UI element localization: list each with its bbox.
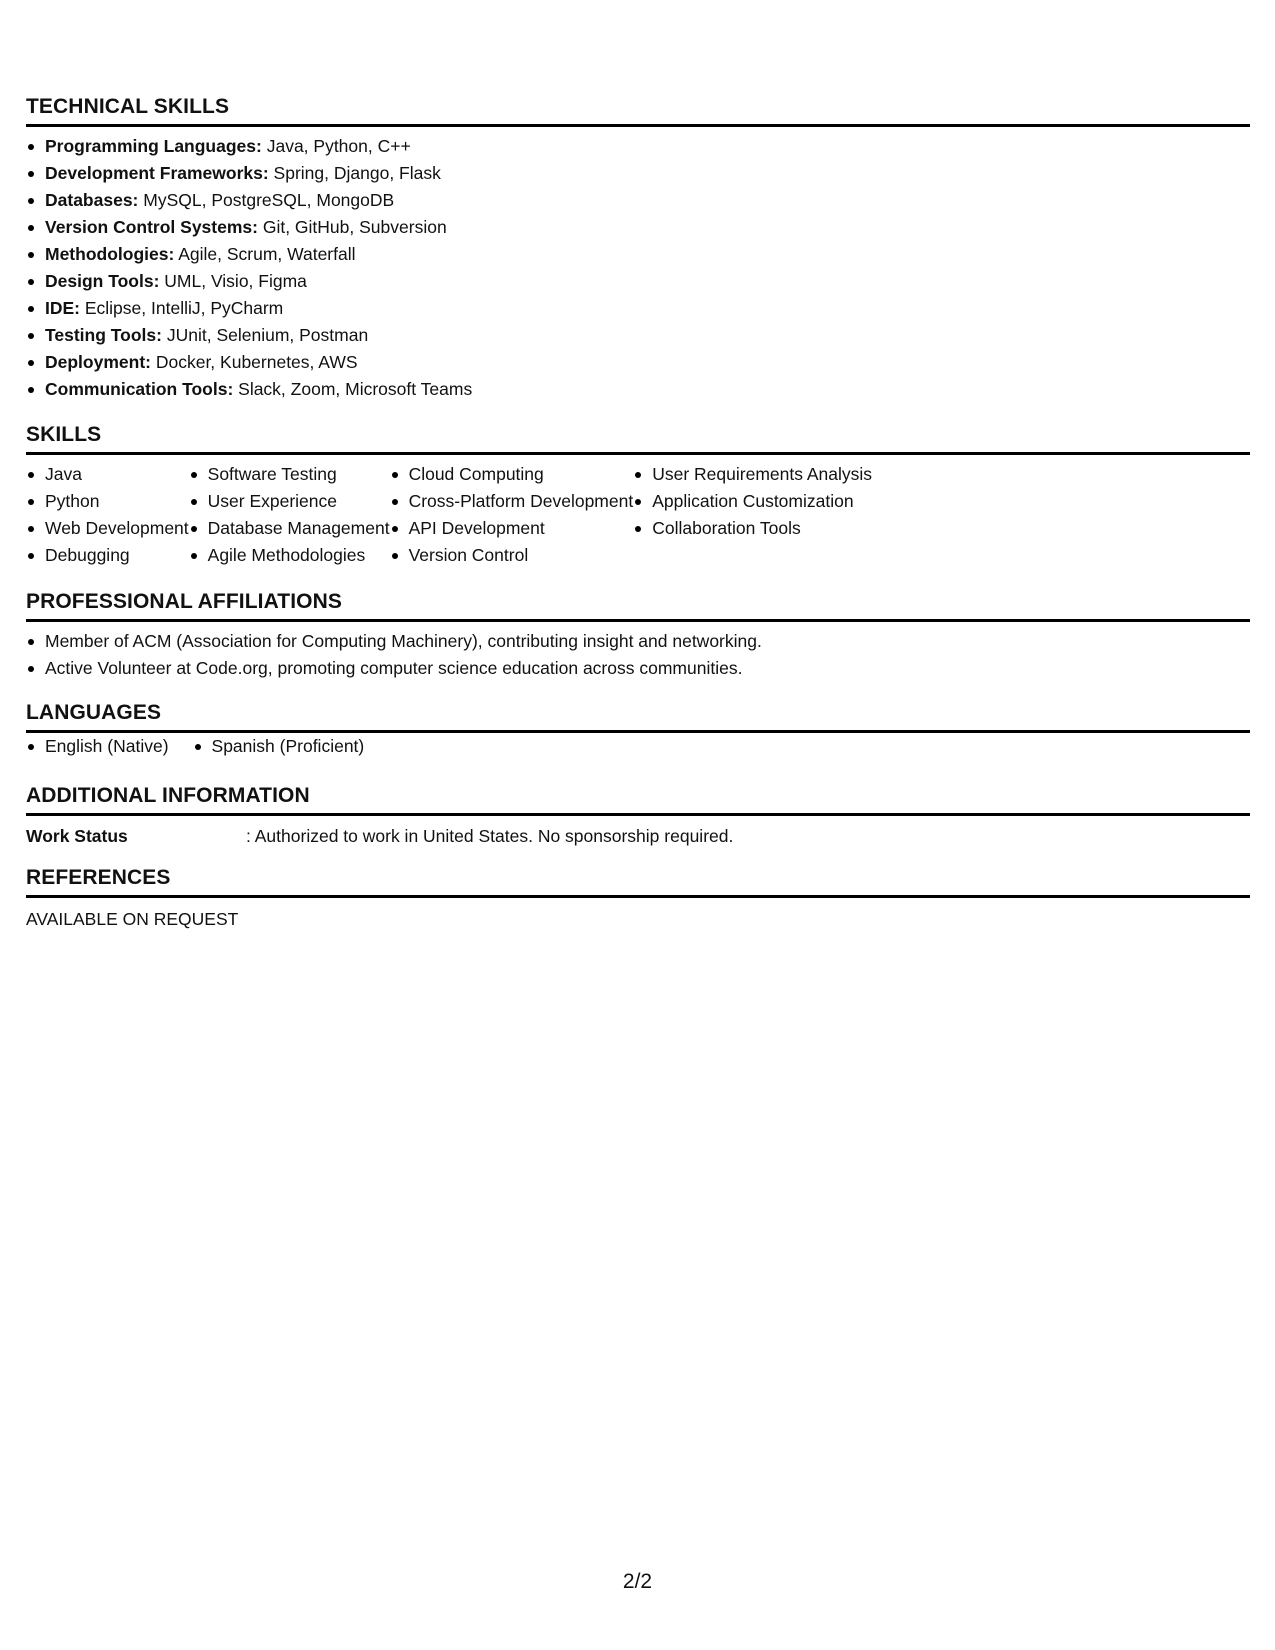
technical-skill-item — [26, 322, 1250, 349]
technical-skill-value: Slack, Zoom, Microsoft Teams — [233, 379, 473, 399]
technical-skill-item — [26, 214, 1250, 241]
skill-item: Python — [26, 488, 189, 515]
skill-item: User Experience — [189, 488, 390, 515]
skill-item: Cloud Computing — [390, 461, 634, 488]
technical-skill-value: UML, Visio, Figma — [159, 271, 307, 291]
technical-skill-label: Development Frameworks: — [45, 163, 269, 183]
technical-skill-item — [26, 133, 1250, 160]
additional-info-section — [26, 784, 1250, 850]
technical-skills-section — [26, 95, 1250, 403]
affiliations-list — [26, 628, 1250, 682]
technical-skill-value: Agile, Scrum, Waterfall — [174, 244, 356, 264]
technical-skill-item — [26, 376, 1250, 403]
technical-skill-item — [26, 349, 1250, 376]
skills-section — [26, 423, 1250, 569]
technical-skill-value: Git, GitHub, Subversion — [257, 217, 447, 237]
section-title-technical-skills: TECHNICAL SKILLS — [26, 95, 1250, 127]
skill-item: Cross-Platform Development — [390, 488, 634, 515]
skill-item: Java — [26, 461, 189, 488]
skill-item: Debugging — [26, 542, 189, 569]
skill-item: User Requirements Analysis — [633, 461, 872, 488]
affiliations-section — [26, 590, 1250, 682]
technical-skill-value: JUnit, Selenium, Postman — [161, 325, 369, 345]
technical-skill-label: Programming Languages: — [45, 136, 262, 156]
skill-item: Software Testing — [189, 461, 390, 488]
languages-list — [26, 733, 1250, 760]
technical-skill-label: Design Tools: — [45, 271, 160, 291]
section-title-references: REFERENCES — [26, 866, 1250, 898]
language-item: English (Native) — [26, 733, 169, 760]
skills-column — [26, 461, 189, 569]
skill-item: Application Customization — [633, 488, 872, 515]
skill-item: Collaboration Tools — [633, 515, 872, 542]
section-title-skills: SKILLS — [26, 423, 1250, 455]
technical-skill-label: Databases: — [45, 190, 139, 210]
technical-skill-item — [26, 187, 1250, 214]
technical-skill-label: Version Control Systems: — [45, 217, 258, 237]
technical-skill-value: Eclipse, IntelliJ, PyCharm — [80, 298, 284, 318]
technical-skill-value: Spring, Django, Flask — [268, 163, 441, 183]
work-status-label: Work Status — [26, 826, 128, 846]
skills-grid — [26, 461, 1250, 569]
technical-skill-label: IDE: — [45, 298, 80, 318]
skill-item: API Development — [390, 515, 634, 542]
language-item: Spanish (Proficient) — [193, 733, 365, 760]
skills-column — [633, 461, 872, 569]
affiliation-item: Member of ACM (Association for Computing Machinery), contributing insight and networking. — [26, 628, 1250, 655]
skill-item: Database Management — [189, 515, 390, 542]
page-number: 2/2 — [622, 1570, 653, 1593]
section-title-languages: LANGUAGES — [26, 701, 1250, 733]
skills-column — [189, 461, 390, 569]
skill-item: Agile Methodologies — [189, 542, 390, 569]
technical-skill-label: Communication Tools: — [45, 379, 234, 399]
section-title-additional-info: ADDITIONAL INFORMATION — [26, 784, 1250, 816]
skills-column — [390, 461, 634, 569]
technical-skill-label: Methodologies: — [45, 244, 175, 264]
technical-skill-value: Java, Python, C++ — [261, 136, 411, 156]
technical-skills-list — [26, 133, 1250, 403]
skill-item: Web Development — [26, 515, 189, 542]
affiliation-item: Active Volunteer at Code.org, promoting computer science education across communities. — [26, 655, 1250, 682]
technical-skill-label: Testing Tools: — [45, 325, 162, 345]
technical-skill-item — [26, 160, 1250, 187]
technical-skill-item — [26, 241, 1250, 268]
references-text: AVAILABLE ON REQUEST — [26, 909, 239, 929]
technical-skill-item — [26, 268, 1250, 295]
section-title-affiliations: PROFESSIONAL AFFILIATIONS — [26, 590, 1250, 622]
technical-skill-value: MySQL, PostgreSQL, MongoDB — [138, 190, 395, 210]
languages-section — [26, 701, 1250, 760]
work-status-value: : Authorized to work in United States. No sponsorship required. — [246, 826, 734, 846]
work-status-row — [26, 823, 1250, 850]
references-section — [26, 866, 1250, 933]
skill-item: Version Control — [390, 542, 634, 569]
technical-skill-label: Deployment: — [45, 352, 151, 372]
technical-skill-item — [26, 295, 1250, 322]
technical-skill-value: Docker, Kubernetes, AWS — [150, 352, 358, 372]
